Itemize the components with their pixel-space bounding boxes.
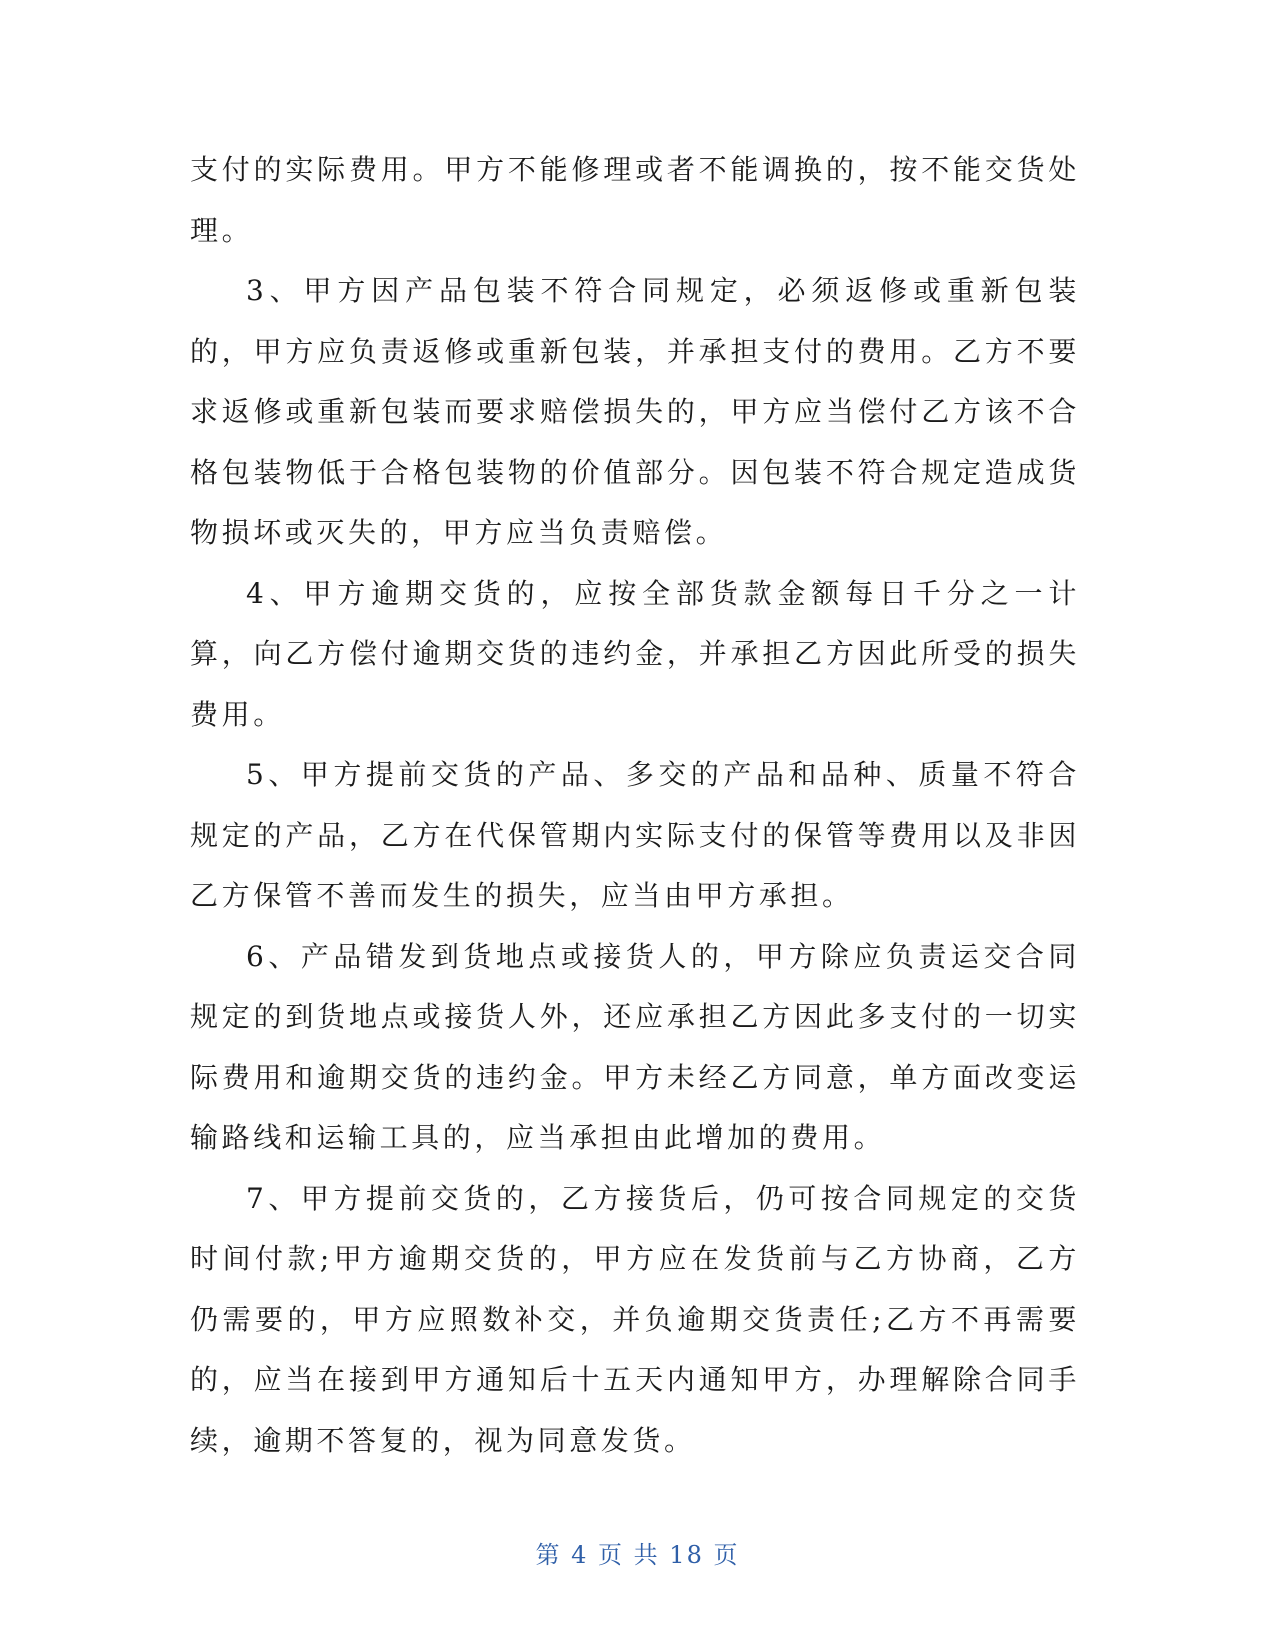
paragraph-clause-5: 5、甲方提前交货的产品、多交的产品和品种、质量不符合规定的产品，乙方在代保管期内实际支付的保管等费用以及非因乙方保管不善而发生的损失，应当由甲方承担。 [190, 758, 1080, 912]
paragraph-clause-6: 6、产品错发到货地点或接货人的，甲方除应负责运交合同规定的到货地点或接货人外，还应承担乙方因此多支付的一切实际费用和逾期交货的违约金。甲方未经乙方同意，单方面改变运输路线和运输工具的，应当承担由此增加的费用。 [190, 939, 1080, 1154]
document-body [190, 140, 1080, 1471]
paragraph-clause-3: 3、甲方因产品包装不符合同规定，必须返修或重新包装的，甲方应负责返修或重新包装，并承担支付的费用。乙方不要求返修或重新包装而要求赔偿损失的，甲方应当偿付乙方该不合格包装物低于合格包装物的价值部分。因包装不符合规定造成货物损坏或灭失的，甲方应当负责赔偿。 [190, 274, 1080, 549]
paragraph-continuation: 支付的实际费用。甲方不能修理或者不能调换的，按不能交货处理。 [190, 153, 1080, 247]
paragraph-clause-4: 4、甲方逾期交货的，应按全部货款金额每日千分之一计算，向乙方偿付逾期交货的违约金，并承担乙方因此所受的损失费用。 [190, 576, 1080, 731]
paragraph-clause-7: 7、甲方提前交货的，乙方接货后，仍可按合同规定的交货时间付款;甲方逾期交货的，甲方应在发货前与乙方协商，乙方仍需要的，甲方应照数补交，并负逾期交货责任;乙方不再需要的，应当在接到甲方通知后十五天内通知甲方，办理解除合同手续，逾期不答复的，视为同意发货。 [190, 1181, 1080, 1457]
page-number-footer: 第 4 页 共 18 页 [535, 1541, 740, 1569]
